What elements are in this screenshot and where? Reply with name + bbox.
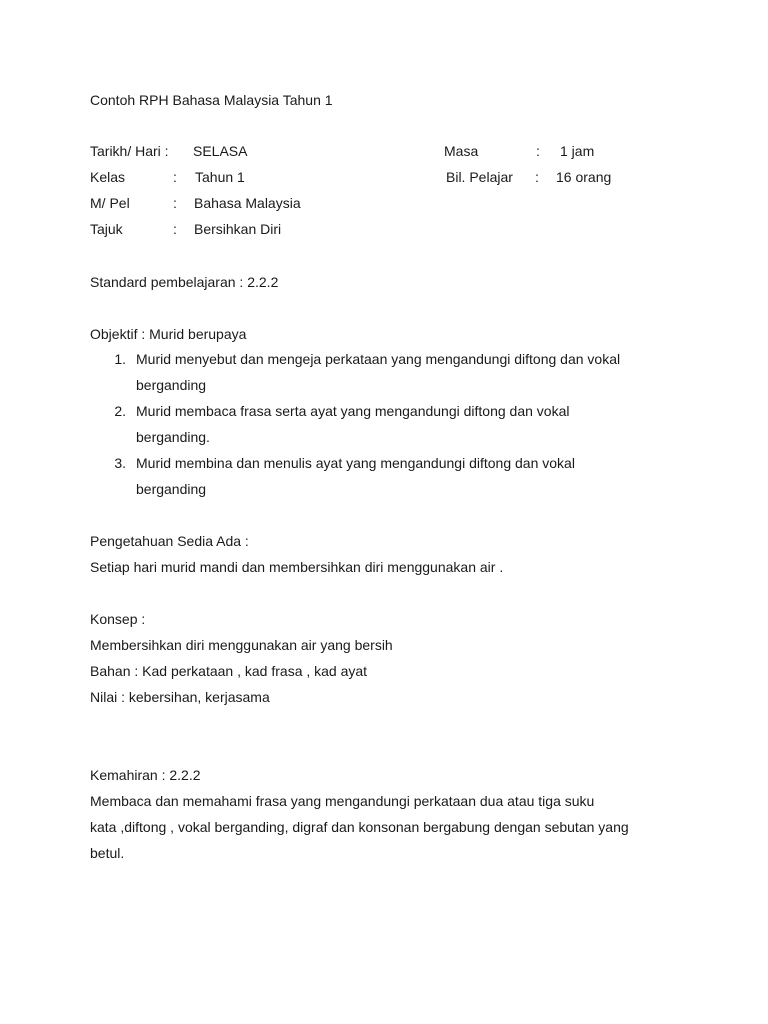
masa-label: Masa xyxy=(444,143,479,159)
bil-pelajar-label: Bil. Pelajar xyxy=(446,169,513,185)
bil-pelajar-value: 16 orang xyxy=(556,169,612,185)
objektif-item-line: berganding xyxy=(136,481,207,497)
objektif-item-line: Murid membina dan menulis ayat yang mengandungi diftong dan vokal xyxy=(136,455,575,471)
kemahiran-line: Membaca dan memahami frasa yang mengandungi perkataan dua atau tiga suku xyxy=(90,793,595,809)
mpel-value: Bahasa Malaysia xyxy=(194,195,301,211)
masa-value: 1 jam xyxy=(560,143,595,159)
tarikh-label: Tarikh/ Hari : xyxy=(90,143,169,159)
kemahiran-heading: Kemahiran : 2.2.2 xyxy=(90,767,201,783)
tarikh-value: SELASA xyxy=(193,143,248,159)
objektif-item-line: Murid membaca frasa serta ayat yang mengandungi diftong dan vokal xyxy=(136,403,570,419)
objektif-item-number: 1. xyxy=(114,351,126,367)
bil-pelajar-colon: : xyxy=(535,169,539,185)
objektif-heading: Objektif : Murid berupaya xyxy=(90,326,247,342)
standard-pembelajaran: Standard pembelajaran : 2.2.2 xyxy=(90,274,279,290)
nilai-text: Nilai : kebersihan, kerjasama xyxy=(90,689,270,705)
masa-colon: : xyxy=(536,143,540,159)
tajuk-label: Tajuk xyxy=(90,221,123,237)
objektif-item-line: berganding xyxy=(136,377,207,393)
pengetahuan-heading: Pengetahuan Sedia Ada : xyxy=(90,533,249,549)
mpel-label: M/ Pel xyxy=(90,195,130,211)
tajuk-value: Bersihkan Diri xyxy=(194,221,282,237)
tajuk-colon: : xyxy=(173,221,177,237)
mpel-colon: : xyxy=(173,195,177,211)
objektif-item-line: berganding. xyxy=(136,429,210,445)
kemahiran-line: kata ,diftong , vokal berganding, digraf dan konsonan bergabung dengan sebutan yang xyxy=(90,819,629,835)
pengetahuan-text: Setiap hari murid mandi dan membersihkan diri menggunakan air . xyxy=(90,559,504,575)
bahan-text: Bahan : Kad perkataan , kad frasa , kad ayat xyxy=(90,663,368,679)
kelas-value: Tahun 1 xyxy=(195,169,245,185)
objektif-item-number: 3. xyxy=(114,455,126,471)
kelas-label: Kelas xyxy=(90,169,126,185)
kelas-colon: : xyxy=(173,169,177,185)
konsep-heading: Konsep : xyxy=(90,611,146,627)
kemahiran-line: betul. xyxy=(90,845,125,861)
konsep-text: Membersihkan diri menggunakan air yang bersih xyxy=(90,637,393,653)
document-title: Contoh RPH Bahasa Malaysia Tahun 1 xyxy=(90,92,333,108)
objektif-item-number: 2. xyxy=(114,403,126,419)
objektif-item-line: Murid menyebut dan mengeja perkataan yang mengandungi diftong dan vokal xyxy=(136,351,621,367)
